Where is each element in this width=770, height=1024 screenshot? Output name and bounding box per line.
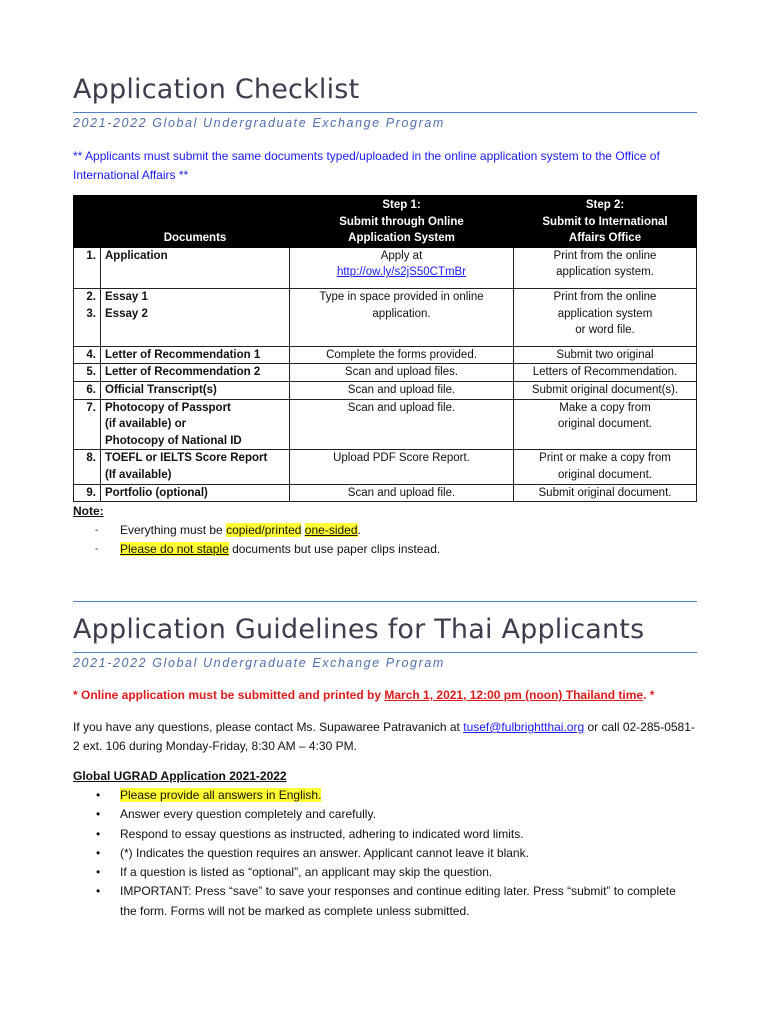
list-item: • IMPORTANT: Press “save” to save your responses and continue editing later. Press “submit” to complete the form. Forms will not be marked as complete unless submitted. (96, 884, 676, 918)
table-row: 8. TOEFL or IELTS Score Report (If available) Upload PDF Score Report. Print or make a copy from original document. (74, 450, 697, 484)
list-item: • Please provide all answers in English. (96, 788, 322, 802)
table-row: 2. 3. Essay 1 Essay 2 Type in space provided in online application. Print from the online application system or word file. (74, 288, 697, 346)
checklist-table (73, 195, 697, 502)
guidelines-title: Application Guidelines for Thai Applicants (73, 614, 645, 645)
list-item: • Respond to essay questions as instructed, adhering to indicated word limits. (96, 826, 524, 841)
table-row: 1. Application Apply at http://ow.ly/s2jS50CTmBr Print from the online application system. (74, 247, 697, 288)
section-divider (73, 601, 697, 602)
ugrad-bullet-list (96, 786, 686, 921)
table-header-row (74, 196, 697, 248)
contact-info: If you have any questions, please contact Ms. Supawaree Patravanich at tusef@fulbrightthai.org or call 02-285-0581-2 ext. 106 during Monday-Friday, 8:30 AM – 4:30 PM. (73, 720, 695, 753)
header-step2: Step 2: Submit to International Affairs Office (514, 196, 697, 248)
apply-link[interactable]: http://ow.ly/s2jS50CTmBr (336, 266, 467, 279)
submission-notice: ** Applicants must submit the same documents typed/uploaded in the online application system to the Office of International Affairs ** (73, 149, 660, 182)
table-row: 6. Official Transcript(s) Scan and upload file. Submit original document(s). (74, 381, 697, 399)
title-rule (73, 652, 697, 653)
table-row: 5. Letter of Recommendation 2 Scan and upload files. Letters of Recommendation. (74, 364, 697, 382)
header-step1: Step 1: Submit through Online Application System (290, 196, 514, 248)
guidelines-subtitle: 2021-2022 Global Undergraduate Exchange Program (73, 656, 445, 670)
note-list (95, 521, 440, 559)
note-item: - Everything must be copied/printed one-sided. (95, 523, 361, 537)
header-documents: Documents (101, 196, 290, 248)
header-num (74, 196, 101, 248)
ugrad-application-title: Global UGRAD Application 2021-2022 (73, 769, 287, 783)
note-title: Note: (73, 504, 104, 518)
deadline-notice: * Online application must be submitted and printed by March 1, 2021, 12:00 pm (noon) Thailand time. * (73, 688, 655, 702)
list-item: • If a question is listed as “optional”, an applicant may skip the question. (96, 865, 493, 880)
checklist-subtitle: 2021-2022 Global Undergraduate Exchange Program (73, 116, 445, 130)
contact-email-link[interactable]: tusef@fulbrightthai.org (463, 720, 585, 734)
table-row: 4. Letter of Recommendation 1 Complete the forms provided. Submit two original (74, 346, 697, 364)
title-rule (73, 112, 697, 113)
table-row: 7. Photocopy of Passport (if available) or Photocopy of National ID Scan and upload file. Make a copy from original document. (74, 399, 697, 450)
table-row: 9. Portfolio (optional) Scan and upload file. Submit original document. (74, 484, 697, 502)
note-item: - Please do not staple documents but use paper clips instead. (95, 542, 441, 556)
list-item: • (*) Indicates the question requires an answer. Applicant cannot leave it blank. (96, 845, 529, 860)
list-item: • Answer every question completely and carefully. (96, 807, 376, 822)
checklist-title: Application Checklist (73, 74, 360, 105)
